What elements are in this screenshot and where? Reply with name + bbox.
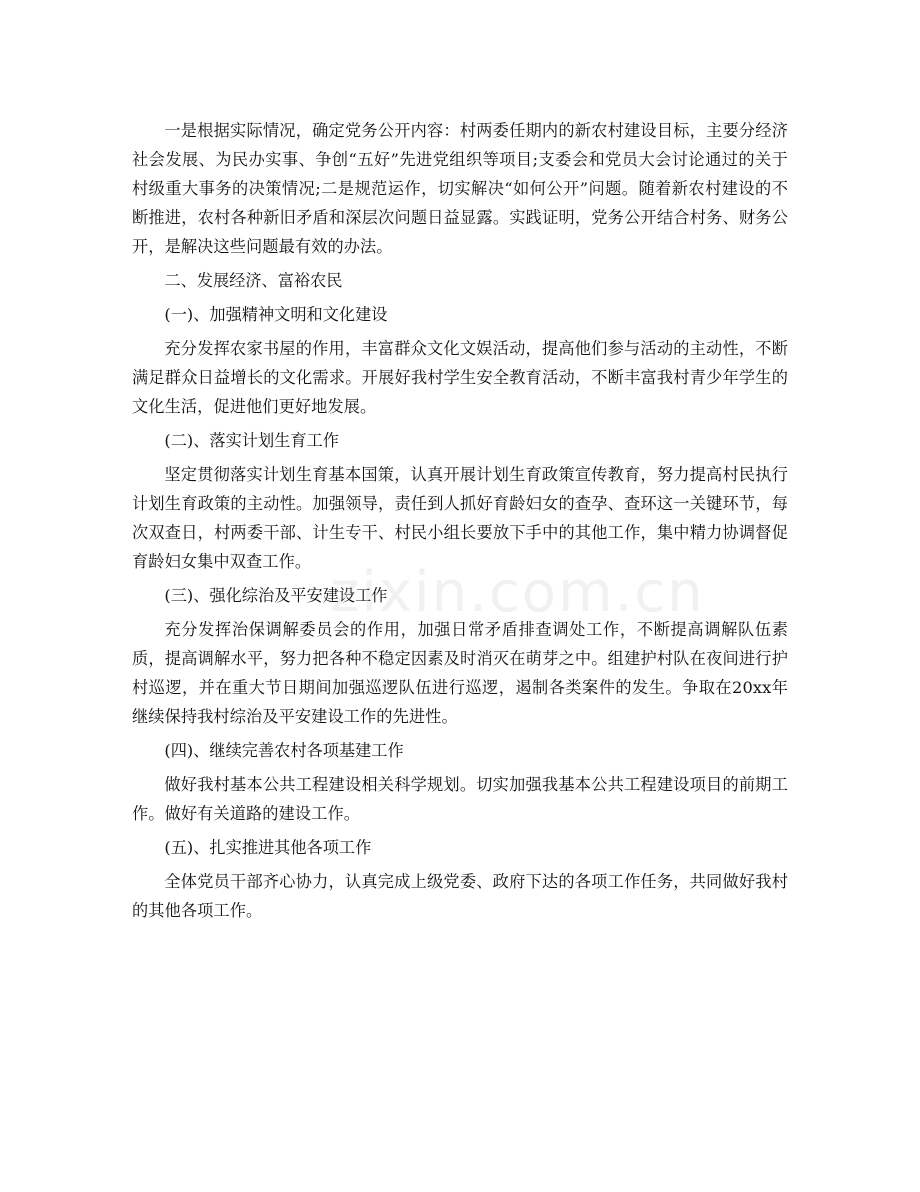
paragraph-family-planning: 坚定贯彻落实计划生育基本国策，认真开展计划生育政策宣传教育，努力提高村民执行计划生育政策的主动性。加强领导，责任到人抓好育龄妇女的查孕、查环这一关键环节，每次双查日，村两委干部、计生专干、村民小组长要放下手中的其他工作，集中精力协调督促育龄妇女集中双查工作。 [132,465,788,571]
paragraph-infrastructure: 做好我村基本公共工程建设相关科学规划。切实加强我基本公共工程建设项目的前期工作。做好有关道路的建设工作。 [132,775,788,823]
section-heading-economy: 二、发展经济、富裕农民 [164,271,343,290]
paragraph-other-work: 全体党员干部齐心协力，认真完成上级党委、政府下达的各项工作任务，共同做好我村的其他各项工作。 [132,872,788,920]
subheading-other-work: (五)、扎实推进其他各项工作 [164,838,372,857]
subheading-infrastructure: (四)、继续完善农村各项基建工作 [164,741,404,760]
subheading-family-planning: (二)、落实计划生育工作 [164,431,339,450]
document-body [132,116,788,930]
subheading-security: (三)、强化综治及平安建设工作 [164,586,388,605]
paragraph-culture: 充分发挥农家书屋的作用，丰富群众文化文娱活动，提高他们参与活动的主动性，不断满足群众日益增长的文化需求。开展好我村学生安全教育活动，不断丰富我村青少年学生的文化生活，促进他们更好地发展。 [132,339,788,416]
watermark-text: zixin.com.cn [330,560,705,625]
subheading-culture: (一)、加强精神文明和文化建设 [164,305,388,324]
paragraph-disclosure: 一是根据实际情况，确定党务公开内容：村两委任期内的新农村建设目标，主要分经济社会发展、为民办实事、争创“五好”先进党组织等项目;支委会和党员大会讨论通过的关于村级重大事务的决策情况;二是规范运作，切实解决“如何公开”问题。随着新农村建设的不断推进，农村各种新旧矛盾和深层次问题日益显露。实践证明，党务公开结合村务、财务公开，是解决这些问题最有效的办法。 [132,121,788,256]
paragraph-security: 充分发挥治保调解委员会的作用，加强日常矛盾排查调处工作，不断提高调解队伍素质，提高调解水平，努力把各种不稳定因素及时消灭在萌芽之中。组建护村队在夜间进行护村巡逻，并在重大节日期间加强巡逻队伍进行巡逻，遏制各类案件的发生。争取在20xx年继续保持我村综治及平安建设工作的先进性。 [132,620,788,726]
